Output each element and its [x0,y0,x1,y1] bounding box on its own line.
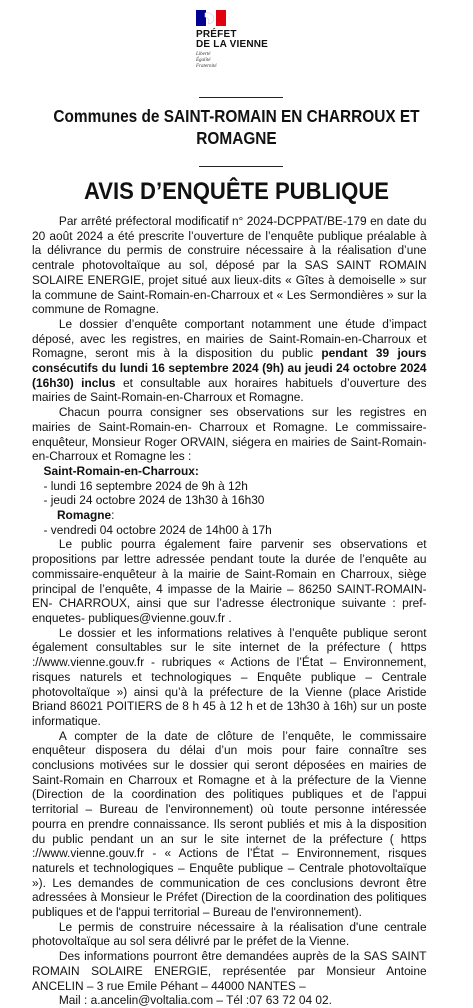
paragraph-arrete: Par arrêté préfectoral modificatif n° 2024-DCPPAT/BE-179 en date du 20 août 2024 a été prescrite l’ouverture de l’enquête publique préalable à la délivrance du permis de construire nécessaire à la réalisation d’une centrale photovoltaïque au sol, déposé par la SAS SAINT ROMAIN SOLAIRE ENERGIE, projet situé aux lieux-dits « Gîtes à demoiselle » sur la commune de Saint-Romain-en-Charroux et « Les Sermondières » sur la commune de Romagne. [32,214,427,317]
avis-title: AVIS D’ENQUÊTE PUBLIQUE [83,178,390,205]
prefet-wordmark [196,30,268,50]
location-romagne [32,508,427,523]
location-romagne-label: Romagne [56,508,112,523]
republic-motto [196,52,217,70]
top-divider [199,97,283,98]
paragraph-consultation: Le dossier et les informations relatives à l’enquête publique seront également consultables sur le site internet de la préfecture ( https ://www.vienne.gouv.fr - rubriques « Actions de l’État – Environnement, risques naturels et technologiques – Enquête publique – Centrale photovoltaïque ») ainsi qu’à la préfecture de la Vienne (place Aristide Briand 86021 POITIERS de 8 h 45 à 12 h et de 13h30 à 16h) sur un poste informatique. [32,625,427,728]
middle-divider [199,166,283,167]
permanence-1: - lundi 16 septembre 2024 de 9h à 12h [43,478,248,493]
motto-egalite: Égalité [196,58,211,63]
communes-title: Communes de SAINT-ROMAIN EN CHARROUX ET ROMAGNE [53,106,420,148]
paragraph-informations: Des informations pourront être demandées auprès de la SAS SAINT ROMAIN SOLAIRE ENERGIE, représentée par Monsieur Antoine ANCELIN – 3 rue Emile Péhant – 44000 NANTES – [32,949,427,993]
prefecture-header [0,8,473,88]
location-romagne-colon: : [111,508,115,523]
dossier-text-b: et consultable aux horaires habituels d’ouverture des mairies de Saint-Romain-en-Charroux et Romagne. [32,375,427,405]
dossier-dates: pendant 39 jours consécutifs du lundi 16 septembre 2024 (9h) au jeudi 24 octobre 2024 (16h30) inclus [32,346,427,390]
prefet-line-2: DE LA VIENNE [196,39,269,50]
paragraph-permis: Le permis de construire nécessaire à la réalisation d'une centrale photovoltaïque au sol sera délivré par le préfet de la Vienne. [32,919,427,949]
paragraph-dossier [32,317,427,405]
location-saint-romain [32,464,427,479]
permanence-2: - jeudi 24 octobre 2024 de 13h30 à 16h30 [43,493,265,508]
marianne-flag-icon [196,10,226,26]
prefet-line-1: PRÉFET [196,29,237,40]
notice-body [32,214,427,1008]
motto-fraternite: Fraternité [196,64,217,69]
dossier-text-a: Le dossier d’enquête comportant notamment une étude d’impact déposé, avec les registres, en mairies de Saint-Romain-en-Charroux et Romagne, seront mis à la disposition du public [32,316,427,361]
paragraph-observations: Chacun pourra consigner ses observations sur les registres en mairies de Saint-Romain-en- Charroux et Romagne. Le commissaire-enquêteur, Monsieur Roger ORVAIN, siégera en mairies de Saint-Romain-en-Charroux et Romagne les : [32,405,427,464]
paragraph-contact: Mail : a.ancelin@voltalia.com – Tél :07 63 72 04 02. [58,993,332,1008]
motto-liberte: Liberté [196,52,211,57]
permanence-3: - vendredi 04 octobre 2024 de 14h00 à 17h [43,522,272,537]
paragraph-conclusions: A compter de la date de clôture de l’enquête, le commissaire enquêteur disposera du délai d’un mois pour faire connaître ses conclusions motivées sur le dossier qui seront déposées en mairies de Saint-Romain en Charroux et Romagne et à la préfecture de la Vienne (Direction de la coordination des politiques publiques et de l'appui territorial – Bureau de l'environnement) où toute personne intéressée pourra en prendre connaissance. Ils seront publiés et mis à la disposition du public pendant un an sur le site internet de la préfecture ( https ://www.vienne.gouv.fr - « Actions de l’État – Environnement, risques naturels et technologiques – Enquête publique – Centrale photovoltaïque »). Les demandes de communication de ces conclusions devront être adressées à Monsieur le Préfet (Direction de la coordination des politiques publiques et de l'appui territorial – Bureau de l'environnement). [32,728,427,920]
location-saint-romain-label: Saint-Romain-en-Charroux: [43,463,199,478]
paragraph-courrier: Le public pourra également faire parvenir ses observations et propositions par lettre adressée pendant toute la durée de l’enquête au commissaire-enquêteur à la mairie de Saint-Romain en Charroux, siège principal de l’enquête, 4 impasse de la Mairie – 86250 SAINT-ROMAIN-EN- CHARROUX, ainsi que sur l’adresse électronique suivante : pref-enquetes- publiques@vienne.gouv.fr . [32,537,427,625]
